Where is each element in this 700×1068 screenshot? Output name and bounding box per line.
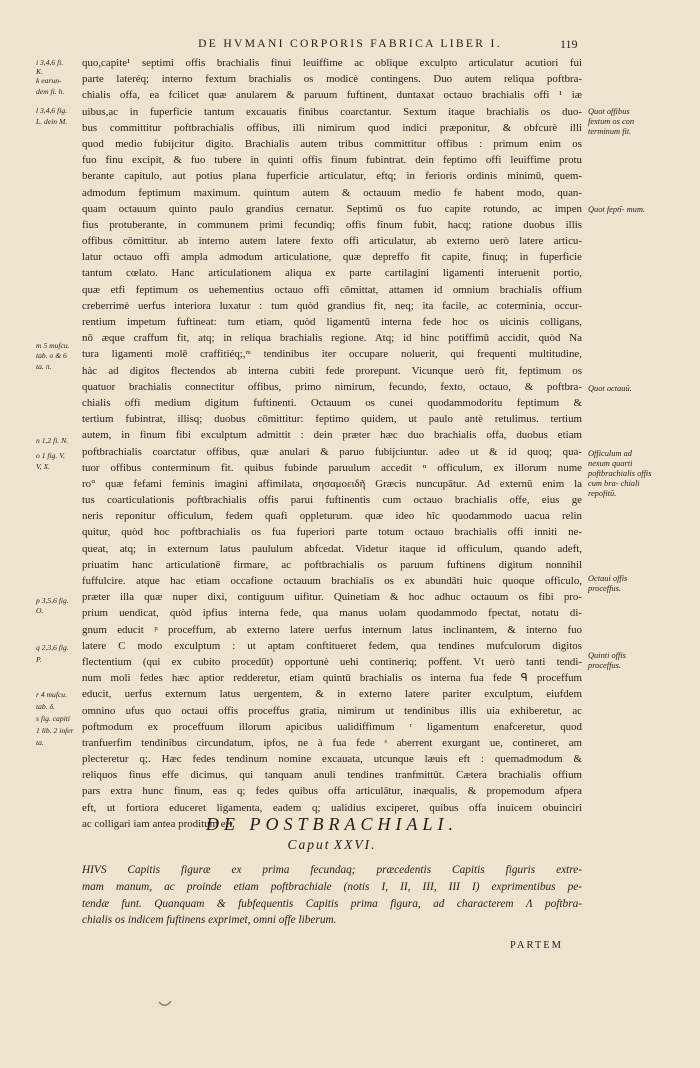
chapter-heading: DE POSTBRACHIALI. [206,814,458,834]
left-margin-note: dem fi. h. [36,87,65,96]
body-line: quatuor brachialis connectitur offibus, primo nimirum, fecundo, fexto, octauo, & poftbra- [82,380,582,393]
right-margin-note: Octaui offis proceffus. [588,574,628,593]
left-margin-note: O. [36,606,44,615]
body-line: pars extra hunc finum, eas q; fedes quibus offa articulātur, inæqualis, & propemodum afpera [82,785,582,798]
right-margin-note: Quot feptī- mum. [588,205,645,214]
left-margin-note: k earun- [36,76,62,85]
body-line: tranfuerfim tendinibus circundatum, ipfos, ne à fua fede ˢ aberrent exurgant ue, contineret, am [82,736,582,749]
body-line: bus committitur poftbrachialis offibus, illi nimirum quod indici præponitur, & obfcurè illi [82,121,582,134]
left-margin-note: s fig. capiti [36,714,70,723]
chapter-number [82,837,582,853]
body-line: latere C modo exculptum : ut aptam conftitueret fedem, qua tendines mufculorum digitos [82,639,582,652]
body-line: gnum educit ᵖ proceffum, ab externo latere uerfus internum latus inclinantem, & interno fuo [82,623,582,636]
left-margin-note: K. [36,67,43,76]
body-line: fuffulcire. atque hac etiam occafione octauum brachialis os ex abundāti huic quoque officulo, [82,575,582,587]
summary-line: tendæ funt. Quanquam & fubfequentis Capitis prima figura, ad characterem Λ poftbra- [82,897,582,910]
left-margin-note: l 3,4,6 fig. [36,106,68,115]
right-margin-note: Quot offibus fextum os con terminum fit. [588,107,635,136]
ink-smudge-icon [158,1000,172,1009]
left-margin-note: m 5 mufcu. [36,341,70,350]
left-margin-note: q 2,3,6 fig. [36,643,69,652]
body-line: poftbrachialis coarctatur offibus, quæ anulari & paruo fubijciuntur. adeo ut & id quoq; qua- [82,445,582,458]
body-line: ro° quæ fefami feminis imagini affimilata, σησαμοειδῆ Græcis nuncupātur. Ad externū enim la [82,477,582,490]
left-margin-note: V, X. [36,462,50,471]
right-margin-note: Officulum ad nexum quarti poftbrachialis offis cum bra- chiali repofitū. [588,449,652,498]
body-line: nō æque craffum fit, atq; in reliqua brachialis regione. Atq; id hinc potiffimū accidit, quòd Na [82,332,582,345]
catchword: PARTEM [510,940,563,951]
body-line: neris reponitur officulum, fedem quafi oppleturum. quæ ideo hîc quodammodo uacua relin [82,510,582,523]
body-text [82,55,582,832]
body-line: priuatim hanc articulationē firmare, ac poftbrachialis os paruum fuftinens digitum nonnihil [82,558,582,571]
body-line: rentium impetum fuftineat: tum etiam, quòd ligamentū interna fede hoc os uicinis colligans, [82,316,582,328]
left-margin-note: p 3,5,6 fig. [36,596,69,605]
left-margin-note: o 1 fig. V, [36,451,65,460]
left-margin-note: i 3,4,6 fi. [36,58,64,67]
body-line: ac colligari iam antea proditum eft. [82,817,236,830]
body-line: reliquos finus effe dicimus, qui tanquam anuli tendines tranfmittūt. Cætera brachialis offium [82,769,582,782]
body-line: creberrimè uerfus interiora luxatur : tum quòd grandius fit, neq; ita facile, ac coterminia, occur- [82,299,582,312]
body-line: berante capitulo, aut potius plana fuperficie articulatur, eftq; in ferioris ordinis minimū, quem- [82,170,582,183]
body-line: num moli fedes hæc aptior redderetur, etiam quintū brachialis os interna fua fede ᑫ proceffum [82,672,582,685]
summary-line: mam manum, ac proinde etiam poftbrachiale (notis I, II, III, III I) exprimentibus pe- [82,880,582,893]
body-line: hàc ad digitos flectendos ab interna cubiti fede prorepunt. Vicunque uerò fit, feptimum os [82,364,582,377]
left-margin-note: L. dein M. [36,117,68,126]
body-line: omnino ufus quo octaui offis proceffus gratia, nimirum ut tendinibus illis uia exhiberetur, ac [82,704,582,717]
body-line: quod medio fubijcitur digito. Brachialis autem tribus committitur offibus : primum enim os [82,137,582,150]
left-margin-note: tab. o & 6 [36,351,67,360]
left-margin-note: r 4 mufcu. [36,690,68,699]
left-margin-note: 1 lib. 2 infer [36,726,74,735]
chapter-numeral: XXVI. [333,837,377,852]
left-margin-note: tab. δ. [36,702,55,711]
body-line: quo,capite¹ septimi offis brachialis finui leuiffime ac oblique exculpto articulatur acutiori fui [82,57,582,69]
right-margin-note: Quinti offis proceffus. [588,651,626,670]
body-line: plecteretur q;. Hæc fedes tendinum nomine excauata, utcunque læuis eft : quemadmodum & [82,753,582,766]
body-line: flectentium (qui ex cubito procedūt) opportunè uehi contineriq; poffent. Vt uerò tanti tendi- [82,655,582,668]
summary-line: chialis os indicem fuftinens exprimet, omni offe liberum. [82,914,337,927]
body-line: tura ligamenti molē craffitiéq;,ᵐ tendinibus iter occupare noluerit, qui frequenti multitudine, [82,348,582,361]
left-margin-note: ta. [36,738,44,747]
body-line: admodum feptimum maximum. quintum autem & octauum medio fe habent modo, quan- [82,186,582,199]
body-line: autem, in finum fibi exculptum admittit : dein præter hæc duo brachialis offa, duobus etiam [82,429,582,442]
body-line: educit, uerfus externum latus uergentem, & in externo latere pariter exculptum, eiufdem [82,688,582,701]
body-line: latur octauo offi ampla admodum articulatione, quæ depreffo fit capite, finuq; in fuperficie [82,251,582,264]
body-line: queat, atq; in externum latus paululum abfcedat. Videtur itaque id officulum, quando adeft, [82,542,582,555]
body-line: quam octauum quinto paulo grandius cernatur. Septimū os fuo capite rotundo, ac impen [82,202,582,215]
body-line: tantum cœlato. Hanc articulationem aliqua ex parte cartilagini ligamenti interuenit portio, [82,267,582,280]
body-line: chialis offa, ea fcilicet quæ anularem & paruum fuftinent, duntaxat octauo brachialis offi ¹ iæ [82,89,582,102]
body-line: poftmodum ex proceffuum illorum apicibus ualidiffimum ʳ ligamentum enafceretur, quod [82,720,582,733]
body-line: quæ etfi feptimum os uehementius octauo offi cōmittat, attamen id omnium brachialis offium [82,283,582,296]
running-head: DE HVMANI CORPORIS FABRICA LIBER I. [198,37,502,50]
chapter-label: Caput [287,837,331,852]
body-line: tuor offibus conterminum fit. quibus fubinde paruulum accedit ⁿ officulum, ex illorum nume [82,461,582,474]
body-line: chialis offi medium digitum fuftinenti. Octauum os cunei quodammodoritu feptimum & [82,396,582,409]
page-number: 119 [560,37,578,51]
body-line: offibus cōmittitur. ab interno autem latere fexto offi articulatur, ab externo uerò latere articu- [82,235,582,248]
body-line: prium uendicat, quòd ipfius interna fede, qua manus uolam quodammodo fpectat, notatu di- [82,607,582,620]
body-line: uibus,ac in fuperficie tantum excauatis finibus coarctantur. Sextum itaque brachialis os duo- [82,105,582,118]
summary-line: HIVS Capitis figuræ ex prima fecundaq; præcedentis Capitis figuris extre- [82,864,582,876]
body-line: tertium fubintrat, illisq; duobus cōmittitur: feptimo quidem, ut paulo antè retulimus. tertium [82,413,582,426]
body-line: fuo finu excipit, & fuo tubere in quinti offis finum fubintrat. dein feptimo offi leuiffime protu [82,154,582,167]
body-line: eft, ut fortiora educeret ligamenta, eadem q; ualidius exciperet, quibus offa inuicem obuinciri [82,801,582,814]
left-margin-note: ta. π. [36,362,52,371]
body-line: parte lateréq; interno fextum brachialis os modicè contingens. Duo autem reliqua poftbra- [82,73,582,86]
right-margin-note: Quot octauū. [588,384,632,393]
body-line: tus coarticulationis poftbrachialis offis parui fuftinentis cum octauo brachialis offe, eius ge [82,494,582,507]
body-line: quitur, quòd hoc poftbrachialis os fua fuperiori parte totum octauo brachialis offi inniti ne- [82,526,582,539]
body-line: fius protuberante, in communem primi fecundiq; offis finum fubit, hacq; ratione duobus illis [82,218,582,231]
body-line: præter illa quæ nuper dixi, contiguum uifitur. Quinetiam & hoc adhuc octauum os fibi pro- [82,591,582,604]
chapter-summary [82,862,582,929]
left-margin-note: n 1,2 fi. N. [36,436,69,445]
left-margin-note: P. [36,655,42,664]
